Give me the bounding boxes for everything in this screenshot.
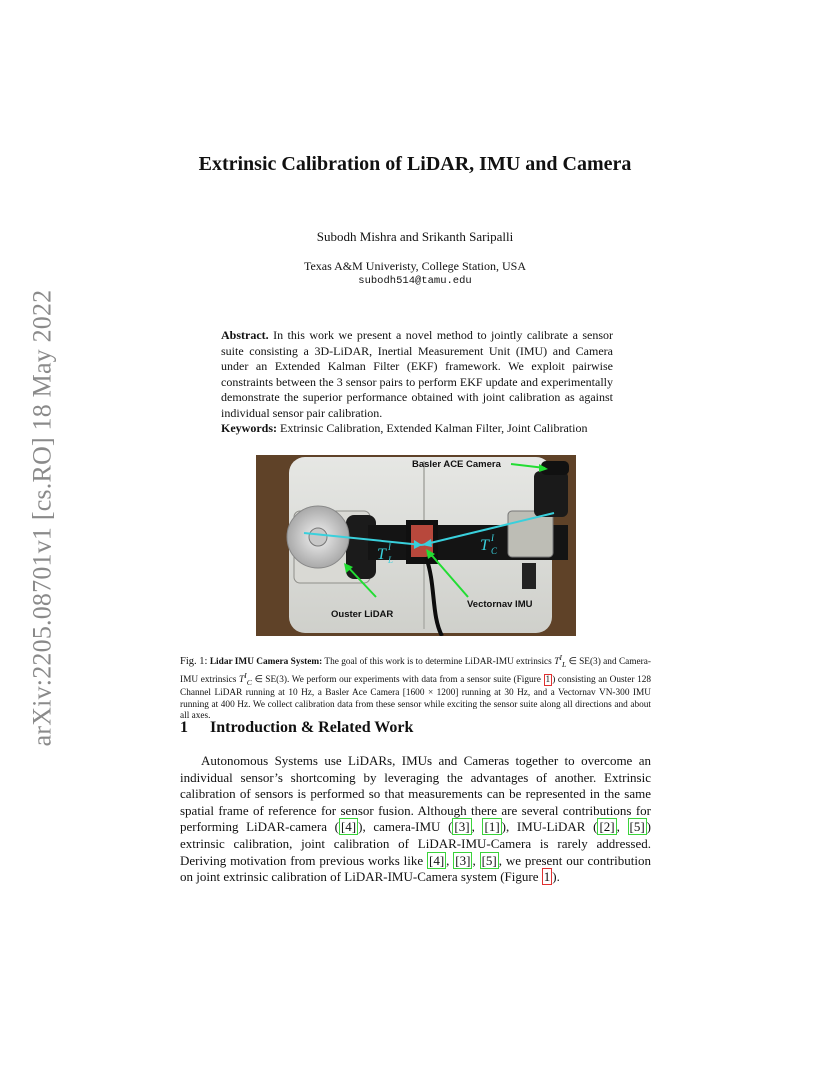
- citation-5b[interactable]: [5]: [481, 852, 497, 868]
- paper-authors: Subodh Mishra and Srikanth Saripalli: [316, 229, 514, 244]
- intro-text-1: Autonomous Systems use LiDARs, IMUs and Cameras together to overcome an individual sensor’s shortcoming by leveraging the advantages of another. Extrinsic calibration of sensors is performed so that measurements can be represented in the same spatial frame of reference for sensor fusion. Although there are several contributions for performing LiDAR-camera (: [180, 753, 651, 835]
- author-email[interactable]: subodh514@tamu.edu: [358, 275, 472, 287]
- caption-math-tc-sup: I: [244, 671, 247, 681]
- lidar-label: Ouster LiDAR: [331, 609, 394, 620]
- caption-text-1: The goal of this work is to determine LiDAR-IMU extrinsics: [324, 657, 552, 668]
- caption-math-tc: T: [238, 675, 245, 686]
- citation-sep-1: ,: [471, 819, 483, 835]
- caption-math-tc-sub: C: [246, 678, 252, 688]
- camera-transform-sub: C: [491, 546, 498, 556]
- lidar-transform-sup: I: [388, 542, 391, 552]
- caption-text-2: ∈ SE(3) and Camera-IMU extrinsics: [180, 657, 651, 686]
- keywords-label: Keywords:: [221, 421, 277, 435]
- sensor-suite-photo: [256, 455, 576, 636]
- citation-sep-4: ,: [472, 852, 480, 868]
- citation-sep-2: ,: [616, 819, 628, 835]
- citation-4b[interactable]: [4]: [429, 852, 445, 868]
- abstract-text: In this work we present a novel method to jointly calibrate a sensor suite consisting a 3D-LiDAR, Inertial Measurement Unit (IMU) and Camera under an Extended Kalman Filter (EKF) framework. We exploit pairwise constraints between the 3 sensor pairs to perform EKF update and experimentally demonstrate the superior performance obtained with joint calibration as against individual sensor pair calibration.: [221, 328, 613, 420]
- intro-paragraph: [180, 753, 651, 886]
- intro-text-4: ) extrinsic calibration, joint calibration of LiDAR-IMU-Camera is rarely addressed. Deriving motivation from previous works like: [180, 819, 652, 868]
- author-affiliation: Texas A&M Univeristy, College Station, USA: [303, 259, 527, 273]
- camera-transform-sup: I: [491, 533, 494, 543]
- arxiv-id-stamp: [22, 278, 62, 758]
- intro-text-5: , we present our contribution on joint extrinsic calibration of LiDAR-IMU-Camera system (Figure: [180, 852, 651, 885]
- arxiv-id-text: arXiv:2205.08701v1 [cs.RO] 18 May 2022: [27, 289, 56, 747]
- citation-3[interactable]: [3]: [454, 819, 470, 835]
- paper-title: Extrinsic Calibration of LiDAR, IMU and Camera: [198, 153, 632, 175]
- camera-label: Basler ACE Camera: [412, 459, 501, 470]
- citation-3b[interactable]: [3]: [455, 852, 471, 868]
- citation-4[interactable]: [4]: [340, 819, 357, 835]
- figure-caption: [180, 652, 651, 722]
- abstract-block: [221, 328, 613, 437]
- imu-label: Vectornav IMU: [467, 599, 533, 610]
- citation-sep-3: ,: [446, 852, 454, 868]
- section-heading: [180, 719, 650, 737]
- citation-2[interactable]: [2]: [599, 819, 615, 835]
- caption-text-4: ) consisting an Ouster 128 Channel LiDAR running at 10 Hz, a Basler Ace Camera [1600 × 1200] running at 30 Hz, and a Vectornav VN-300 IMU running at 400 Hz. We collect calibration data from these sensor while exciting the sensor suite along all directions and about all axes.: [180, 675, 652, 721]
- caption-label: Fig. 1:: [180, 656, 208, 668]
- citation-5[interactable]: [5]: [629, 819, 645, 835]
- caption-text-3: ∈ SE(3). We perform our experiments with data from a sensor suite (Figure: [254, 675, 541, 686]
- intro-text-2: ), camera-IMU (: [358, 819, 453, 835]
- lidar-transform-sub: L: [388, 555, 394, 565]
- sensor-suite-illustration: [256, 455, 576, 636]
- keywords-text: Extrinsic Calibration, Extended Kalman Filter, Joint Calibration: [280, 421, 588, 435]
- section-number: 1: [180, 719, 188, 736]
- section-title-text: Introduction & Related Work: [210, 719, 414, 736]
- caption-figure-ref[interactable]: 1: [545, 675, 551, 686]
- citation-1[interactable]: [1]: [484, 819, 500, 835]
- caption-math-tl: T: [554, 657, 560, 668]
- intro-figure-ref[interactable]: 1: [543, 869, 551, 885]
- camera-lens: [534, 471, 568, 517]
- caption-math-tl-sup: I: [559, 653, 562, 662]
- intro-text-6: ).: [552, 869, 560, 885]
- intro-text-3: ), IMU-LiDAR (: [501, 819, 598, 835]
- caption-heading: Lidar IMU Camera System:: [209, 657, 323, 668]
- lidar-transform-symbol: T: [377, 546, 386, 563]
- camera-transform-symbol: T: [480, 537, 489, 554]
- abstract-label: Abstract.: [221, 328, 269, 342]
- caption-math-tl-sub: L: [561, 659, 567, 669]
